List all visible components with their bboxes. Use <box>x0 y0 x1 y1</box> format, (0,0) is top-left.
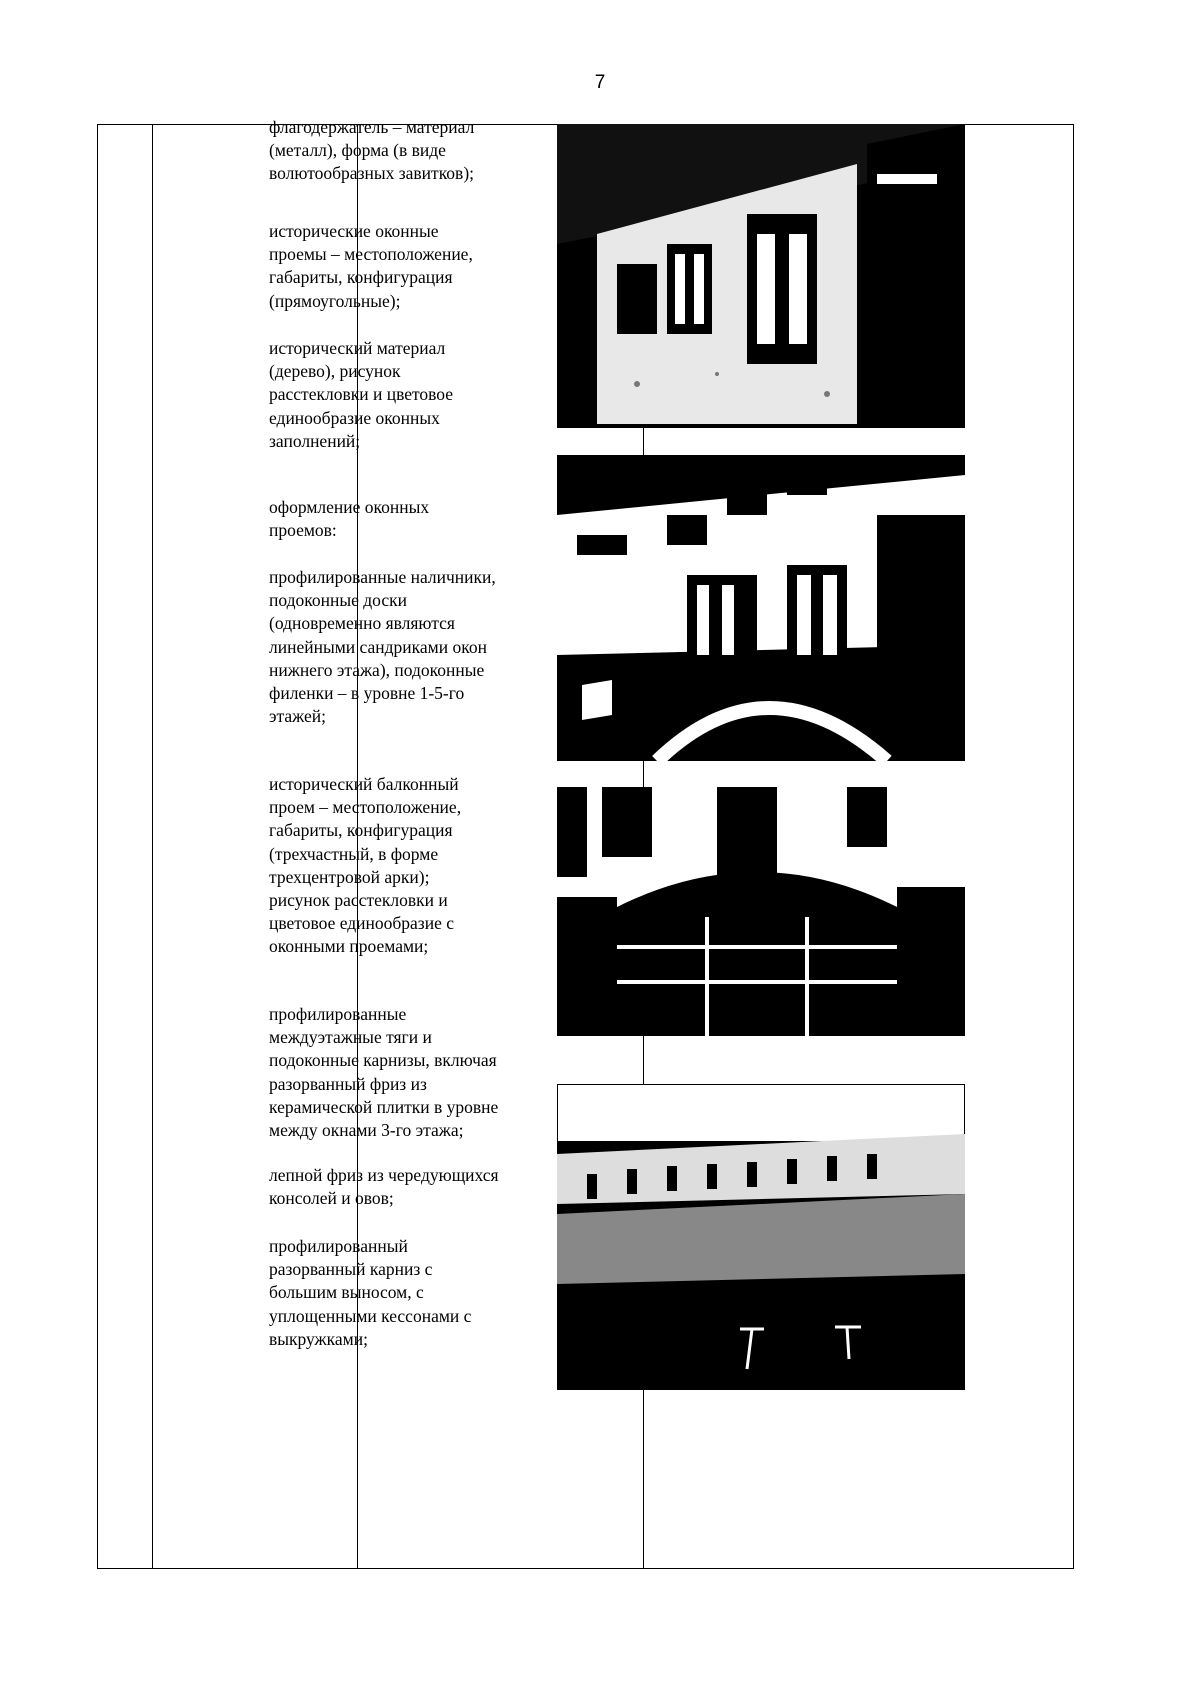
facade-windows-image <box>557 124 965 428</box>
page-number: 7 <box>594 72 606 93</box>
paragraph-string-courses: профилированные междуэтажные тяги и подоконные карнизы, включая разорванный фриз из керамической плитки в уровне между окнами 3-го этажа; <box>269 1004 499 1141</box>
paragraph-window-decoration: оформление оконных проемов: <box>269 497 430 541</box>
balcony-arch-image <box>557 787 965 1036</box>
paragraph-window-material: исторический материал (дерево), рисунок расстекловки и цветовое единообразие оконных заполнений; <box>269 338 454 451</box>
paragraph-cornice: профилированный разорванный карниз с большим выносом, с уплощенными кессонами с выкружками; <box>269 1236 472 1349</box>
column-divider <box>152 125 153 1568</box>
window-frames-photo <box>557 455 965 761</box>
paragraph-stucco-frieze: лепной фриз из чередующихся консолей и овов; <box>269 1165 499 1209</box>
facade-windows-photo <box>557 124 965 428</box>
window-frames-image <box>557 455 965 761</box>
paragraph-window-frames: профилированные наличники, подоконные доски (одновременно являются линейными сандриками окон нижнего этажа), подоконные филенки – в уровне 1-5-го этажей; <box>269 567 496 727</box>
cornice-frieze-image <box>557 1084 965 1390</box>
paragraph-window-openings: исторические оконные проемы – местоположение, габариты, конфигурация (прямоугольные); <box>269 221 473 311</box>
cornice-frieze-photo <box>557 1084 965 1390</box>
paragraph-flag-holder: флагодержатель – материал (металл), форма (в виде волютообразных завитков); <box>269 117 475 184</box>
balcony-arch-photo <box>557 787 965 1036</box>
paragraph-balcony-opening: исторический балконный проем – местоположение, габариты, конфигурация (трехчастный, в форме трехцентровой арки); рисунок расстекловки и цветовое единообразие с оконными проемами; <box>269 774 462 957</box>
